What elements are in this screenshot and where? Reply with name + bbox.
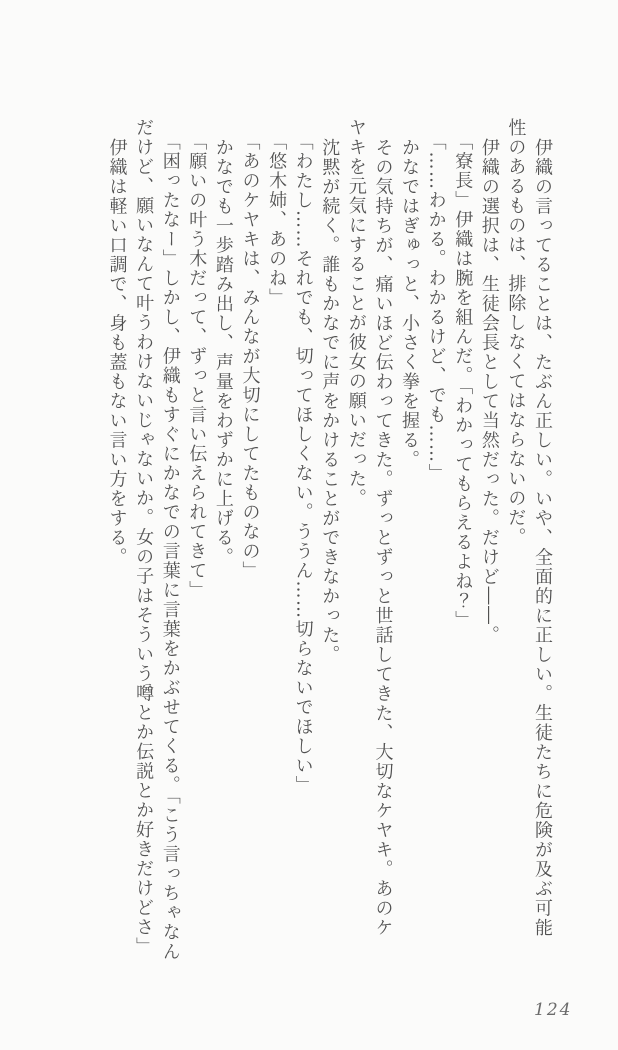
text-line: 伊織の言ってることは、たぶん正しい。いや、全面的に正しい。生徒たちに危険が及ぶ可能 bbox=[532, 138, 553, 938]
text-line: 性のあるものは、排除しなくてはならないのだ。 bbox=[505, 118, 527, 547]
text-line: 「困ったなー」しかし、伊織もすぐにかなでの言葉に言葉をかぶせてくる。「こう言っちゃなん bbox=[159, 132, 181, 962]
text-line: だけど、願いなんて叶うわけないじゃないか。女の子はそういう噂とか伝説とか好きだけどさ」 bbox=[133, 118, 155, 957]
text-line: その気持ちが、痛いほど伝わってきた。ずっとずっと世話してきた、大切なケヤキ。あのケ bbox=[372, 138, 394, 938]
text-line: 「願いの叶う木だって、ずっと言い伝えられてきて」 bbox=[186, 132, 208, 600]
text-line: 「寮長」伊織は腕を組んだ。「わかってもらえるよね？」 bbox=[452, 132, 474, 630]
text-line: 沈黙が続く。誰もかなでに声をかけることができなかった。 bbox=[319, 138, 341, 665]
text-line: 「……わかる。わかるけど、でも……」 bbox=[425, 132, 447, 483]
page-number: 124 bbox=[534, 1000, 573, 1020]
text-line: かなでも一歩踏み出し、声量をわずかに上げる。 bbox=[212, 138, 234, 567]
text-line: 伊織の選択は、生徒会長として当然だった。だけど――。 bbox=[478, 138, 500, 645]
text-line: 「悠木姉、あのね」 bbox=[266, 132, 288, 308]
text-line: かなではぎゅっと、小さく拳を握る。 bbox=[399, 138, 421, 470]
text-body bbox=[102, 118, 555, 980]
text-line: 「あのケヤキは、みんなが大切にしてたものなの」 bbox=[239, 132, 261, 581]
text-line: 「わたし……それでも、切ってほしくない。ううん……切らないでほしい」 bbox=[292, 132, 314, 795]
text-line: ヤキを元気にすることが彼女の願いだった。 bbox=[345, 118, 367, 508]
text-line: 伊織は軽い口調で、身も蓋もない言い方をする。 bbox=[106, 138, 128, 567]
